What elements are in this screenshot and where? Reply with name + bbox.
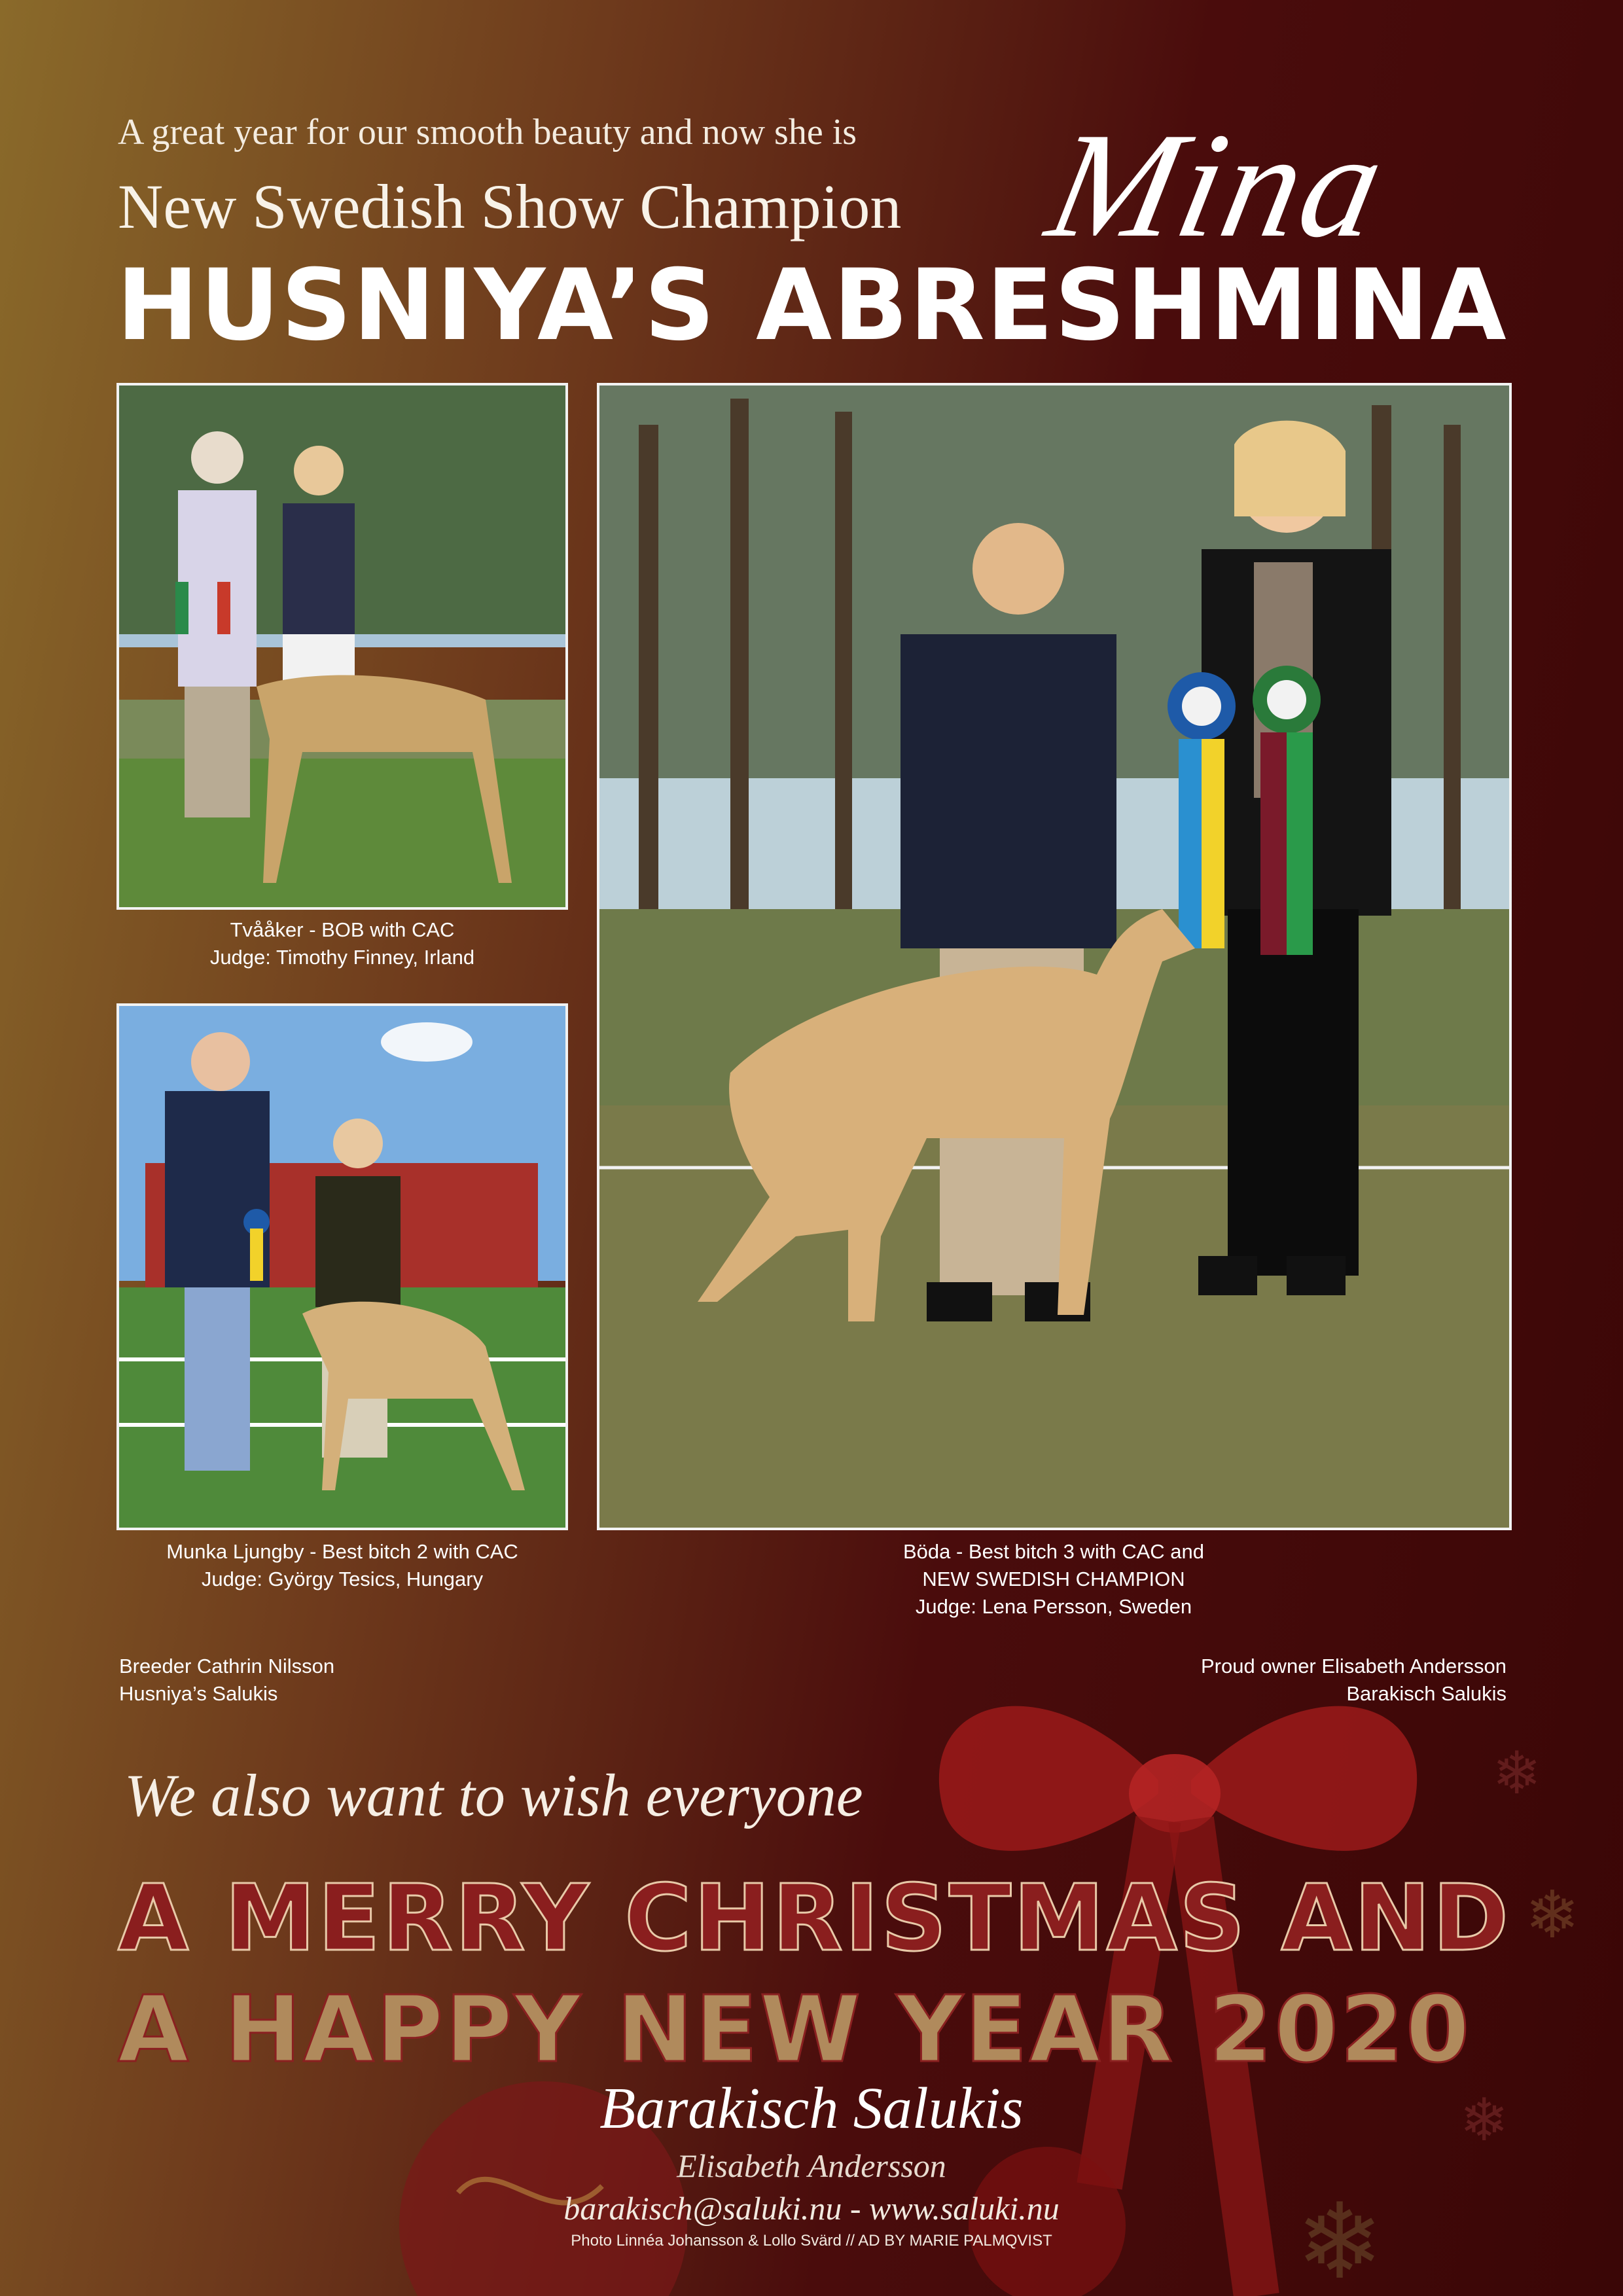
svg-text:❄: ❄ — [1296, 2183, 1384, 2296]
photo-caption-2 — [116, 1538, 568, 1593]
signature-script: Mina — [1035, 101, 1400, 268]
photo-boda-main — [597, 383, 1512, 1530]
caption-line: NEW SWEDISH CHAMPION — [922, 1568, 1185, 1590]
caption-line: Judge: Lena Persson, Sweden — [915, 1595, 1192, 1618]
footer-kennel: Barakisch Salukis — [599, 2076, 1024, 2141]
caption-line: Tvååker - BOB with CAC — [230, 918, 455, 941]
owner-kennel: Barakisch Salukis — [1346, 1682, 1507, 1705]
photo-munka-ljungby — [116, 1003, 568, 1530]
caption-line: Judge: Timothy Finney, Irland — [209, 946, 475, 969]
greeting-wish: We also want to wish everyone — [124, 1762, 863, 1829]
title-subtitle: New Swedish Show Champion — [118, 171, 902, 242]
photo-caption-3 — [792, 1538, 1315, 1621]
intro-text: A great year for our smooth beauty and now she is — [118, 112, 857, 152]
footer-photo-credits: Photo Linnéa Johansson & Lollo Svärd // AD BY MARIE PALMQVIST — [571, 2232, 1052, 2250]
breeder-credit — [119, 1653, 334, 1708]
greeting-happy-new-year: A HAPPY NEW YEAR 2020 — [118, 1977, 1472, 2083]
photo-tvaaker — [116, 383, 568, 910]
footer-owner: Elisabeth Andersson — [677, 2147, 946, 2184]
caption-line: Munka Ljungby - Best bitch 2 with CAC — [166, 1540, 518, 1563]
footer-contact: barakisch@saluki.nu - www.saluki.nu — [563, 2190, 1060, 2227]
svg-text:❄: ❄ — [1459, 2088, 1509, 2153]
dog-name-part2: ABRESHMINA — [756, 249, 1508, 363]
dog-name-part1: HUSNIYA’S — [116, 249, 717, 363]
breeder-name: Breeder Cathrin Nilsson — [119, 1655, 335, 1677]
photo-caption-1 — [116, 916, 568, 971]
caption-line: Böda - Best bitch 3 with CAC and — [902, 1540, 1205, 1563]
svg-text:❄: ❄ — [1492, 1741, 1542, 1806]
svg-text:❄: ❄ — [1525, 1878, 1580, 1952]
caption-line: Judge: György Tesics, Hungary — [201, 1568, 484, 1590]
breeder-kennel: Husniya’s Salukis — [119, 1682, 278, 1705]
owner-credit — [1201, 1653, 1507, 1708]
greeting-merry-christmas: A MERRY CHRISTMAS AND — [118, 1865, 1511, 1972]
owner-name: Proud owner Elisabeth Andersson — [1200, 1655, 1507, 1677]
